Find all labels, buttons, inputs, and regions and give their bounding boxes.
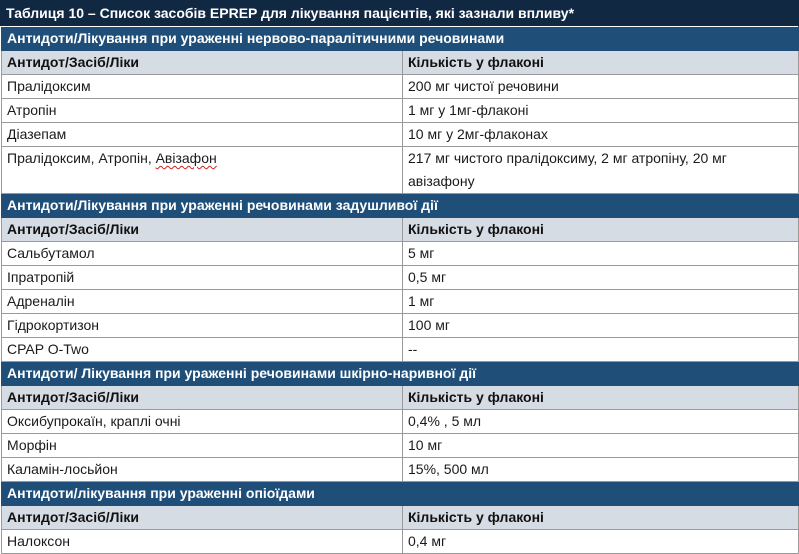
table-title: Таблиця 10 – Список засобів EPREP для лікування пацієнтів, які зазнали впливу* — [0, 0, 799, 26]
quantity-cell: -- — [403, 338, 799, 362]
quantity-cell: 0,5 мг — [403, 266, 799, 290]
table-row — [2, 458, 799, 482]
drug-cell: CPAP O-Two — [2, 338, 403, 362]
column-header-row — [2, 386, 799, 410]
section-heading: Антидоти/лікування при ураженні опіоїдами — [2, 482, 799, 506]
quantity-cell: 1 мг у 1мг-флаконі — [403, 99, 799, 123]
column-header-quantity: Кількість у флаконі — [403, 386, 799, 410]
quantity-cell: 10 мг у 2мг-флаконах — [403, 123, 799, 147]
column-header-drug: Антидот/Засіб/Ліки — [2, 506, 403, 530]
drug-cell — [2, 147, 403, 194]
antidote-table — [1, 26, 799, 554]
column-header-row — [2, 218, 799, 242]
table-row — [2, 75, 799, 99]
drug-cell: Сальбутамол — [2, 242, 403, 266]
quantity-cell: 0,4% , 5 мл — [403, 410, 799, 434]
column-header-quantity: Кількість у флаконі — [403, 506, 799, 530]
table-row — [2, 242, 799, 266]
column-header-drug: Антидот/Засіб/Ліки — [2, 218, 403, 242]
table-row — [2, 314, 799, 338]
drug-cell: Гідрокортизон — [2, 314, 403, 338]
table-row — [2, 290, 799, 314]
column-header-row — [2, 51, 799, 75]
table-row — [2, 123, 799, 147]
quantity-cell: 217 мг чистого пралідоксиму, 2 мг атропіну, 20 мг авізафону — [403, 147, 799, 194]
section-heading: Антидоти/ Лікування при ураженні речовинами шкірно-наривної дії — [2, 362, 799, 386]
column-header-drug: Антидот/Засіб/Ліки — [2, 386, 403, 410]
table-row — [2, 147, 799, 194]
drug-cell: Налоксон — [2, 530, 403, 554]
drug-cell: Атропін — [2, 99, 403, 123]
spellcheck-flagged-word: Авізафон — [155, 150, 217, 166]
quantity-cell: 15%, 500 мл — [403, 458, 799, 482]
quantity-cell: 1 мг — [403, 290, 799, 314]
column-header-row — [2, 506, 799, 530]
drug-cell: Морфін — [2, 434, 403, 458]
drug-cell: Адреналін — [2, 290, 403, 314]
table-row — [2, 266, 799, 290]
quantity-cell: 0,4 мг — [403, 530, 799, 554]
section-heading-row — [2, 194, 799, 218]
column-header-quantity: Кількість у флаконі — [403, 51, 799, 75]
quantity-cell: 200 мг чистої речовини — [403, 75, 799, 99]
quantity-cell: 100 мг — [403, 314, 799, 338]
drug-cell: Каламін-лосьйон — [2, 458, 403, 482]
drug-cell: Іпратропій — [2, 266, 403, 290]
drug-text: Пралідоксим, Атропін, — [7, 150, 156, 166]
table-row — [2, 434, 799, 458]
table-row — [2, 338, 799, 362]
table-row — [2, 530, 799, 554]
drug-cell: Діазепам — [2, 123, 403, 147]
section-heading: Антидоти/Лікування при ураженні нервово-паралітичними речовинами — [2, 27, 799, 51]
drug-cell: Оксибупрокаїн, краплі очні — [2, 410, 403, 434]
column-header-drug: Антидот/Засіб/Ліки — [2, 51, 403, 75]
table-row — [2, 99, 799, 123]
column-header-quantity: Кількість у флаконі — [403, 218, 799, 242]
section-heading-row — [2, 27, 799, 51]
section-heading: Антидоти/Лікування при ураженні речовинами задушливої дії — [2, 194, 799, 218]
section-heading-row — [2, 362, 799, 386]
table-row — [2, 410, 799, 434]
quantity-cell: 5 мг — [403, 242, 799, 266]
drug-cell: Пралідоксим — [2, 75, 403, 99]
quantity-cell: 10 мг — [403, 434, 799, 458]
section-heading-row — [2, 482, 799, 506]
